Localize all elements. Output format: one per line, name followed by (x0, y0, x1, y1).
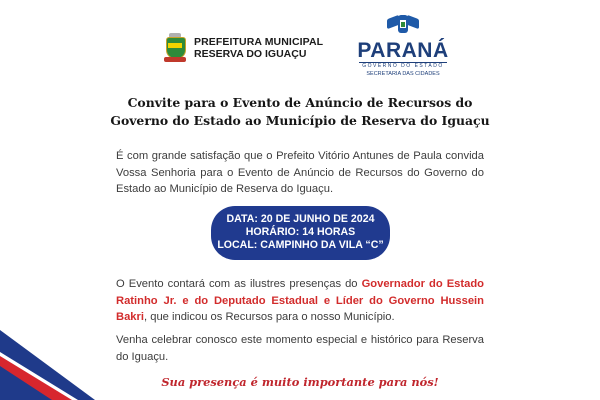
municipality-name-line2: RESERVA DO IGUAÇU (194, 48, 307, 60)
event-time: HORÁRIO: 14 HORAS (245, 226, 356, 238)
corner-blue-stripe (0, 330, 95, 400)
corner-red-stripe (0, 356, 72, 400)
municipality-name-line1: PREFEITURA MUNICIPAL (194, 36, 324, 48)
intro-paragraph: É com grande satisfação que o Prefeito Vitório Antunes de Paula convida Vossa Senhoria para o Evento de Anúncio de Recursos do Governo do Estado ao Município de Reserva do Iguaçu. (116, 150, 484, 195)
invitation-title (100, 94, 500, 130)
presence-text-after: , que indicou os Recursos para o nosso Município. (144, 311, 395, 323)
parana-department-label: SECRETARIA DAS CIDADES (366, 71, 440, 77)
event-location: LOCAL: CAMPINHO DA VILA “C” (217, 239, 384, 251)
presence-text-before: O Evento contará com as ilustres presenças do (116, 278, 362, 290)
event-details-badge (211, 206, 390, 260)
presence-highlight: Governador do Estado Ratinho Jr. e do Deputado Estadual e Líder do Governo Hussein Bakri (116, 278, 485, 323)
closing-message: Sua presença é muito importante para nós! (161, 375, 439, 389)
parana-wordmark: PARANÁ (357, 39, 449, 62)
presence-paragraph (116, 276, 484, 326)
celebrate-paragraph: Venha celebrar conosco este momento especial e histórico para Reserva do Iguaçu. (116, 334, 484, 363)
municipality-logo (164, 33, 323, 63)
title-line-2: Governo do Estado ao Município de Reserva do Iguaçu (110, 113, 490, 128)
parana-logo (353, 13, 453, 78)
title-line-1: Convite para o Evento de Anúncio de Recursos do (127, 95, 473, 110)
parana-government-label: GOVERNO DO ESTADO (359, 62, 447, 70)
municipal-crest-icon (164, 33, 186, 63)
event-date: DATA: 20 DE JUNHO DE 2024 (226, 213, 375, 225)
eagle-emblem-icon (387, 13, 419, 37)
corner-blue-fill (0, 366, 52, 400)
